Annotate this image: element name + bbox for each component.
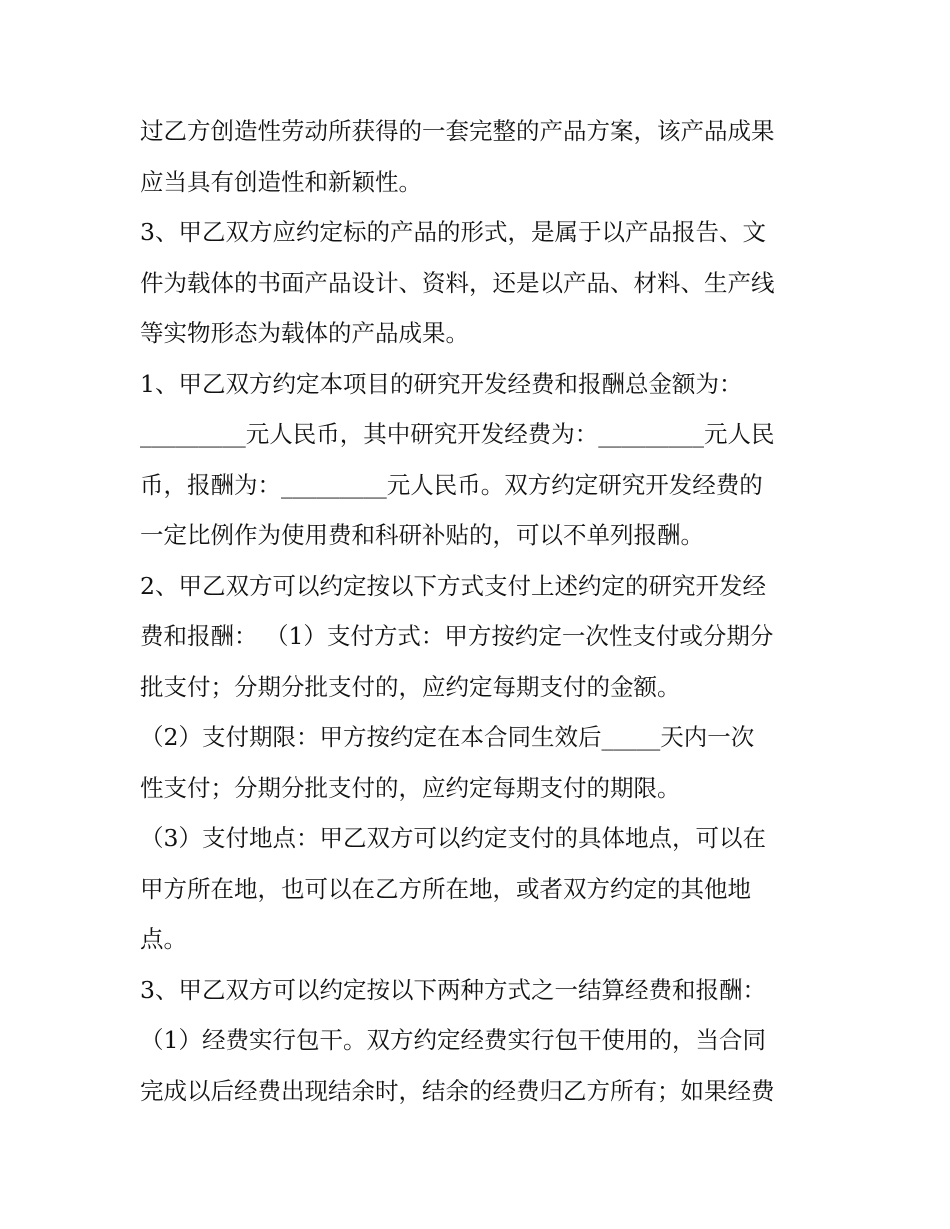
text-line: 一定比例作为使用费和科研补贴的，可以不单列报酬。: [140, 521, 704, 549]
text-line: 过乙方创造性劳动所获得的一套完整的产品方案，该产品成果: [140, 117, 775, 145]
text-line: 2、甲乙双方可以约定按以下方式支付上述约定的研究开发经: [140, 571, 766, 600]
text-line: 费和报酬： （1）支付方式：甲方按约定一次性支付或分期分: [140, 622, 774, 650]
document-page: [140, 106, 820, 1116]
text-line: （3）支付地点：甲乙双方可以约定支付的具体地点，可以在: [140, 824, 766, 852]
text-line: 币，报酬为：_________元人民币。双方约定研究开发经费的: [140, 470, 763, 499]
text-line: 批支付；分期分批支付的，应约定每期支付的金额。: [140, 672, 681, 701]
text-line: 性支付；分期分批支付的，应约定每期支付的期限。: [140, 773, 681, 802]
text-line: 甲方所在地，也可以在乙方所在地，或者双方约定的其他地: [140, 874, 751, 903]
text-line: 等实物形态为载体的产品成果。: [140, 319, 469, 347]
text-line: 3、甲乙双方应约定标的产品的形式，是属于以产品报告、文: [140, 218, 766, 246]
text-line: 应当具有创造性和新颖性。: [140, 167, 422, 196]
text-line: 1、甲乙双方约定本项目的研究开发经费和报酬总金额为：: [140, 369, 743, 398]
text-line: _________元人民币，其中研究开发经费为：_________元人民: [140, 420, 775, 448]
text-line: 完成以后经费出现结余时，结余的经费归乙方所有；如果经费: [140, 1076, 775, 1105]
text-line: （2）支付期限：甲方按约定在本合同生效后_____天内一次: [140, 723, 755, 751]
text-line: （1）经费实行包干。双方约定经费实行包干使用的，当合同: [140, 1026, 766, 1054]
text-line: 3、甲乙双方可以约定按以下两种方式之一结算经费和报酬：: [140, 975, 766, 1004]
text-line: 点。: [140, 925, 187, 953]
text-line: 件为载体的书面产品设计、资料，还是以产品、材料、生产线: [140, 268, 775, 297]
